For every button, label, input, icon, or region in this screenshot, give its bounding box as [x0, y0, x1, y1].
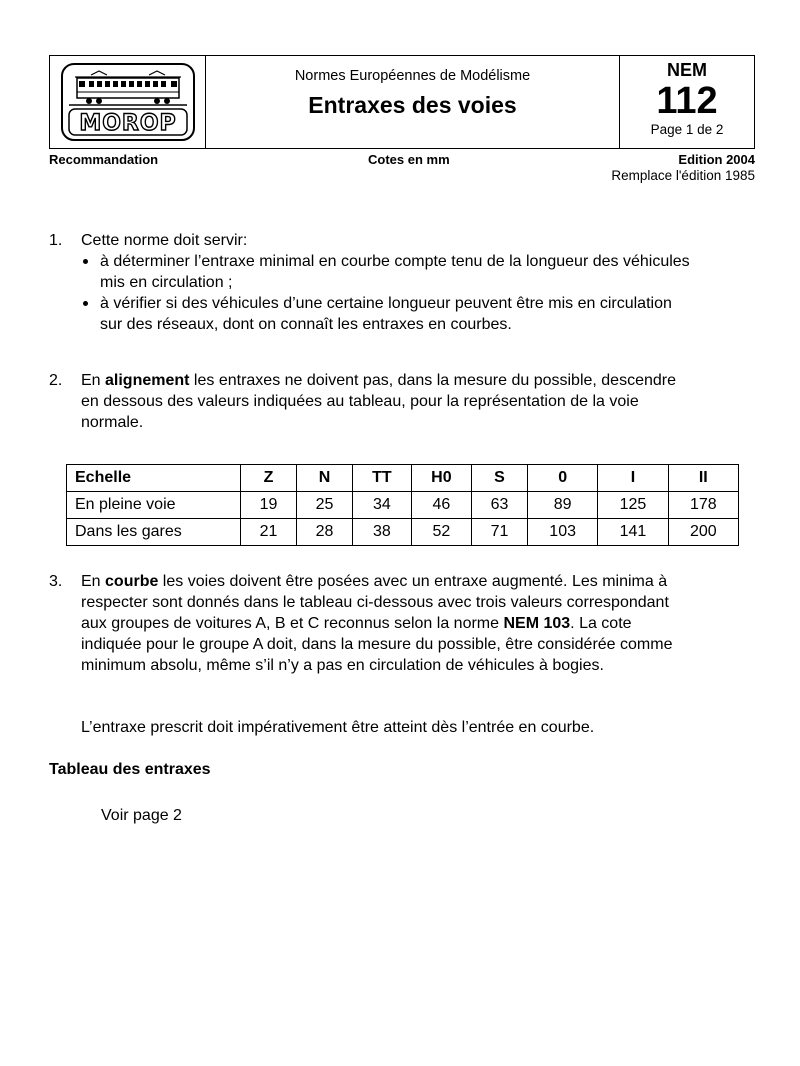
table-header-cell: II — [668, 465, 738, 492]
table-header-cell: Z — [241, 465, 297, 492]
replaces-edition: Remplace l'édition 1985 — [611, 168, 755, 183]
document-title: Entraxes des voies — [308, 92, 517, 118]
bullet-icon — [83, 301, 88, 306]
table-cell: 71 — [472, 519, 528, 546]
nem-number: 112 — [656, 80, 718, 122]
table-header-row — [67, 465, 739, 492]
table-header-cell: Echelle — [67, 465, 241, 492]
text-run: aux groupes de voitures A, B et C reconnus selon la norme — [81, 615, 504, 632]
table-cell: 34 — [352, 492, 411, 519]
table-cell: 21 — [241, 519, 297, 546]
standard-series-subtitle: Normes Européennes de Modélisme — [294, 68, 531, 84]
section-3-line: indiquée pour le groupe A doit, dans la mesure du possible, être considérée comme — [81, 636, 673, 653]
table-cell: 178 — [668, 492, 738, 519]
section-2-line: en dessous des valeurs indiquées au tableau, pour la représentation de la voie — [81, 393, 639, 410]
table-header-cell: 0 — [528, 465, 598, 492]
bullet-text: mis en circulation ; — [100, 274, 233, 291]
text-run: . La cote — [570, 615, 632, 632]
bullet-text: sur des réseaux, dont on connaît les entraxes en courbes. — [100, 316, 512, 333]
text-run: En — [81, 573, 106, 590]
table-cell: 28 — [296, 519, 352, 546]
table-cell: 25 — [296, 492, 352, 519]
see-page-reference: Voir page 2 — [101, 807, 182, 824]
table-cell: 89 — [528, 492, 598, 519]
table-cell: En pleine voie — [67, 492, 241, 519]
section-1-intro: Cette norme doit servir: — [81, 232, 248, 249]
tableau-heading: Tableau des entraxes — [49, 761, 211, 778]
table-cell: 19 — [241, 492, 297, 519]
section-3-line — [81, 571, 759, 592]
section-3-line: respecter sont donnés dans le tableau ci-dessous avec trois valeurs correspondant — [81, 594, 669, 611]
section-2-line: normale. — [81, 414, 144, 431]
section-1-bullets — [81, 251, 759, 335]
emphasis-courbe: courbe — [105, 573, 159, 590]
logo-wordmark: MOROP — [78, 111, 177, 136]
section-number: 2. — [49, 372, 63, 389]
edition: Edition 2004 — [678, 152, 755, 167]
table-row — [67, 519, 739, 546]
document-header — [49, 55, 755, 149]
page-info: Page 1 de 2 — [650, 122, 724, 137]
table-header-cell: I — [598, 465, 668, 492]
bullet-icon — [83, 259, 88, 264]
title-cell — [206, 56, 620, 148]
table-cell: 200 — [668, 519, 738, 546]
logo-cell — [50, 56, 206, 148]
text-run: En — [81, 372, 106, 389]
table-header-cell: S — [472, 465, 528, 492]
table-cell: 63 — [472, 492, 528, 519]
section-3-line: minimum absolu, même s’il n’y a pas en circulation de véhicules à bogies. — [81, 657, 604, 674]
table-header-cell: TT — [352, 465, 411, 492]
table-cell: 46 — [411, 492, 471, 519]
section-3-note: L’entraxe prescrit doit impérativement être atteint dès l’entrée en courbe. — [81, 719, 595, 736]
section-2-line — [81, 370, 759, 391]
text-run: les voies doivent être posées avec un entraxe augmenté. Les minima à — [158, 573, 668, 590]
section-number: 1. — [49, 232, 63, 249]
section-3-line — [81, 613, 759, 634]
spacing-table — [66, 464, 739, 546]
bullet-text: à déterminer l’entraxe minimal en courbe compte tenu de la longueur des véhicules — [100, 253, 690, 270]
table-header-cell: H0 — [411, 465, 471, 492]
units-note: Cotes en mm — [368, 152, 450, 167]
table-cell: 141 — [598, 519, 668, 546]
document-type: Recommandation — [49, 152, 159, 167]
table-cell: 103 — [528, 519, 598, 546]
nem-103-reference: NEM 103 — [503, 615, 571, 632]
nem-cell — [620, 56, 754, 148]
text-run: les entraxes ne doivent pas, dans la mesure du possible, descendre — [189, 372, 676, 389]
table-header-cell: N — [296, 465, 352, 492]
bullet-text: à vérifier si des véhicules d’une certaine longueur peuvent être mis en circulation — [100, 295, 672, 312]
table-row — [67, 492, 739, 519]
table-cell: Dans les gares — [67, 519, 241, 546]
bullet-item — [81, 293, 759, 335]
table-cell: 52 — [411, 519, 471, 546]
bullet-item — [81, 251, 759, 293]
nem-label: NEM — [667, 60, 707, 80]
section-number: 3. — [49, 573, 63, 590]
table-cell: 125 — [598, 492, 668, 519]
emphasis-alignement: alignement — [105, 372, 190, 389]
table-cell: 38 — [352, 519, 411, 546]
morop-logo — [61, 63, 195, 141]
